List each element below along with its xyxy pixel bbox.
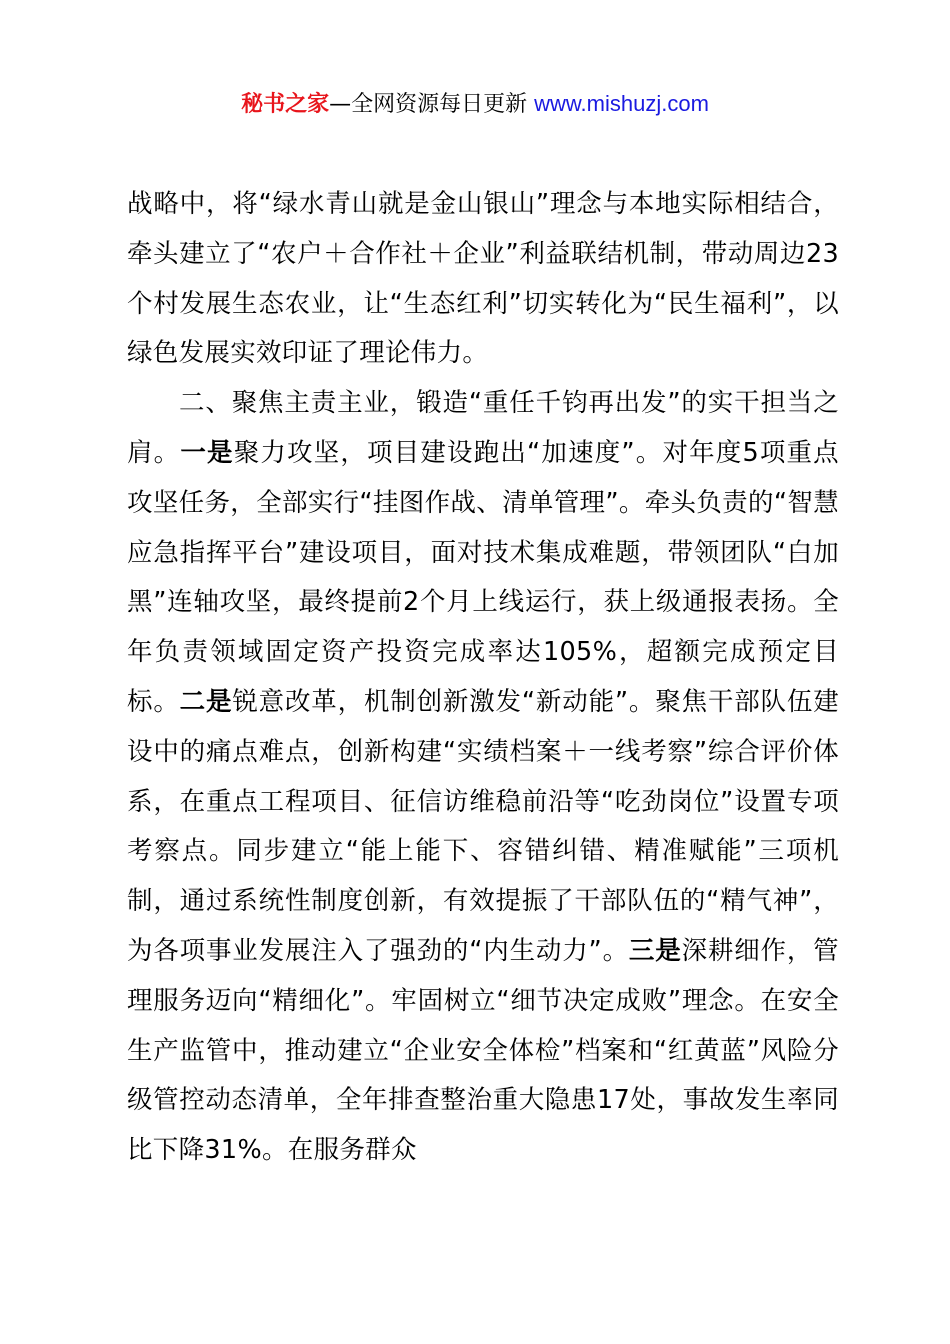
paragraph-1: 战略中，将“绿水青山就是金山银山”理念与本地实际相结合，牵头建立了“农户＋合作社＋企业”利益联结机制，带动周边23个村发展生态农业，让“生态红利”切实转化为“民生福利”，以绿色发展实效印证了理论伟力。 bbox=[127, 189, 839, 369]
point-text-2: 锐意改革，机制创新激发“新动能”。聚焦干部队伍建设中的痛点难点，创新构建“实绩档案＋一线考察”综合评价体系，在重点工程项目、征信访维稳前沿等“吃劲岗位”设置专项考察点。同步建立“能上能下、容错纠错、精准赋能”三项机制，通过系统性制度创新，有效提振了干部队伍的“精气神”，为各项事业发展注入了强劲的“内生动力”。 bbox=[127, 686, 839, 966]
point-label-1: 一是 bbox=[180, 437, 234, 468]
paragraph-2 bbox=[127, 379, 839, 1176]
website-link[interactable]: www.mishuzj.com bbox=[534, 91, 709, 116]
document-body bbox=[127, 180, 839, 1176]
brand-name: 秘书之家 bbox=[241, 92, 330, 117]
page-header bbox=[0, 86, 950, 123]
section-heading: 二、聚焦主责主业，锻造“重任千钧再出发”的实干担当之肩。 bbox=[127, 388, 839, 468]
point-label-2: 二是 bbox=[179, 686, 233, 717]
point-label-3: 三是 bbox=[628, 935, 682, 966]
point-text-3: 深耕细作，管理服务迈向“精细化”。牢固树立“细节决定成败”理念。在安全生产监管中，推动建立“企业安全体检”档案和“红黄蓝”风险分级管控动态清单，全年排查整治重大隐患17处，事故发生率同比下降31%。在服务群众 bbox=[127, 935, 839, 1166]
point-text-1: 聚力攻坚，项目建设跑出“加速度”。对年度5项重点攻坚任务，全部实行“挂图作战、清单管理”。牵头负责的“智慧应急指挥平台”建设项目，面对技术集成难题，带领团队“白加黑”连轴攻坚，最终提前2个月上线运行，获上级通报表扬。全年负责领域固定资产投资完成率达105%，超额完成预定目标。 bbox=[127, 437, 839, 717]
header-tagline: —全网资源每日更新 bbox=[329, 92, 535, 117]
